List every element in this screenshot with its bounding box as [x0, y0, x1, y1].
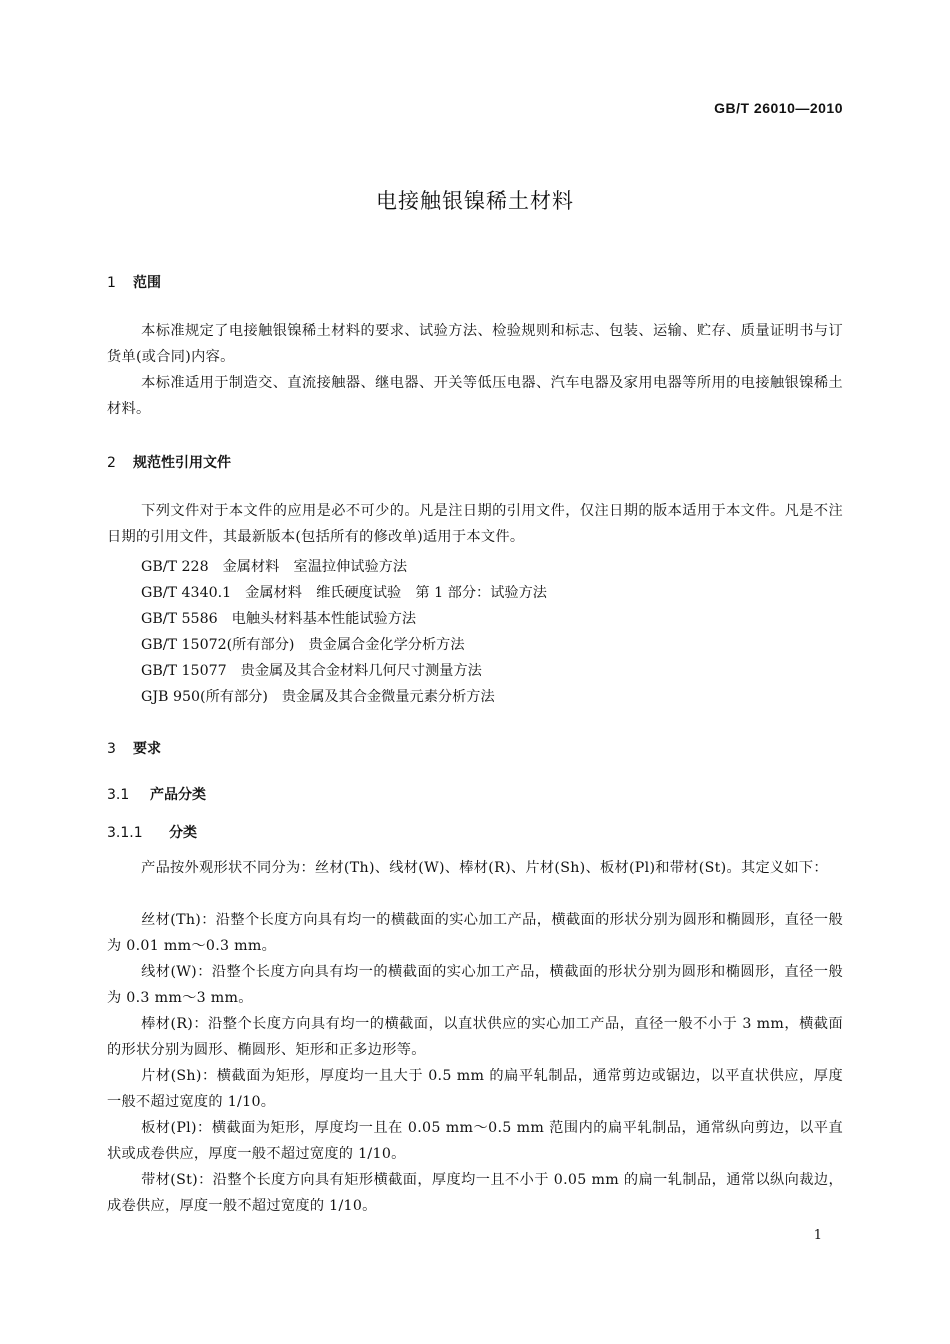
section-title: 规范性引用文件	[133, 455, 231, 471]
reference-title: 金属材料 室温拉伸试验方法	[222, 559, 408, 575]
section-heading-3-1-1	[107, 822, 197, 842]
reference-code: GJB 950(所有部分)	[141, 689, 268, 705]
section-title: 要求	[133, 741, 161, 757]
paragraph-def-w: 线材(W)：沿整个长度方向具有均一的横截面的实心加工产品，横截面的形状分别为圆形和椭圆形，直径一般为 0.3 mm～3 mm。	[107, 964, 843, 1006]
paragraph-scope-1: 本标准规定了电接触银镍稀土材料的要求、试验方法、检验规则和标志、包装、运输、贮存、质量证明书与订货单(或合同)内容。	[107, 323, 843, 365]
reference-code: GB/T 228	[141, 559, 209, 575]
section-heading-1	[107, 272, 161, 292]
page-number: 1	[813, 1228, 822, 1243]
reference-title: 金属材料 维氏硬度试验 第 1 部分：试验方法	[245, 585, 547, 601]
section-heading-3	[107, 738, 161, 758]
paragraph-class-intro: 产品按外观形状不同分为：丝材(Th)、线材(W)、棒材(R)、片材(Sh)、板材(Pl)和带材(St)。其定义如下：	[141, 860, 828, 876]
section-number: 3.1	[107, 787, 130, 803]
reference-code: GB/T 4340.1	[141, 585, 232, 601]
reference-code: GB/T 5586	[141, 611, 218, 627]
reference-item	[141, 582, 547, 602]
section-number: 3.1.1	[107, 825, 143, 841]
paragraph-def-th: 丝材(Th)：沿整个长度方向具有均一的横截面的实心加工产品，横截面的形状分别为圆形和椭圆形，直径一般为 0.01 mm～0.3 mm。	[107, 912, 843, 954]
reference-item	[141, 686, 495, 706]
paragraph-def-sh: 片材(Sh)：横截面为矩形，厚度均一且大于 0.5 mm 的扁平轧制品，通常剪边或锯边，以平直状供应，厚度一般不超过宽度的 1/10。	[107, 1068, 843, 1110]
section-title: 范围	[133, 275, 161, 291]
reference-code: GB/T 15072(所有部分)	[141, 637, 295, 653]
section-heading-3-1	[107, 784, 206, 804]
paragraph-def-pl: 板材(Pl)：横截面为矩形，厚度均一且在 0.05 mm～0.5 mm 范围内的扁平轧制品，通常纵向剪边，以平直状或成卷供应，厚度一般不超过宽度的 1/10。	[107, 1120, 843, 1162]
paragraph-def-r: 棒材(R)：沿整个长度方向具有均一的横截面，以直状供应的实心加工产品，直径一般不小于 3 mm，横截面的形状分别为圆形、椭圆形、矩形和正多边形等。	[107, 1016, 843, 1058]
section-number: 2	[107, 455, 116, 471]
section-title: 分类	[169, 825, 197, 841]
section-number: 1	[107, 275, 116, 291]
reference-title: 贵金属及其合金微量元素分析方法	[281, 689, 495, 705]
reference-item	[141, 556, 407, 576]
document-title: 电接触银镍稀土材料	[376, 189, 574, 213]
reference-title: 贵金属合金化学分析方法	[308, 637, 465, 653]
reference-item	[141, 660, 482, 680]
reference-item	[141, 608, 416, 628]
standard-code: GB/T 26010—2010	[714, 100, 843, 116]
reference-item	[141, 634, 465, 654]
paragraph-refs-intro: 下列文件对于本文件的应用是必不可少的。凡是注日期的引用文件，仅注日期的版本适用于本文件。凡是不注日期的引用文件，其最新版本(包括所有的修改单)适用于本文件。	[107, 503, 843, 545]
paragraph-def-st: 带材(St)：沿整个长度方向具有矩形横截面，厚度均一且不小于 0.05 mm 的扁一轧制品，通常以纵向裁边，成卷供应，厚度一般不超过宽度的 1/10。	[107, 1172, 843, 1214]
reference-title: 贵金属及其合金材料几何尺寸测量方法	[240, 663, 482, 679]
paragraph-scope-2: 本标准适用于制造交、直流接触器、继电器、开关等低压电器、汽车电器及家用电器等所用的电接触银镍稀土材料。	[107, 375, 843, 417]
reference-code: GB/T 15077	[141, 663, 227, 679]
section-title: 产品分类	[150, 787, 206, 803]
section-heading-2	[107, 452, 231, 472]
reference-title: 电触头材料基本性能试验方法	[231, 611, 417, 627]
section-number: 3	[107, 741, 116, 757]
